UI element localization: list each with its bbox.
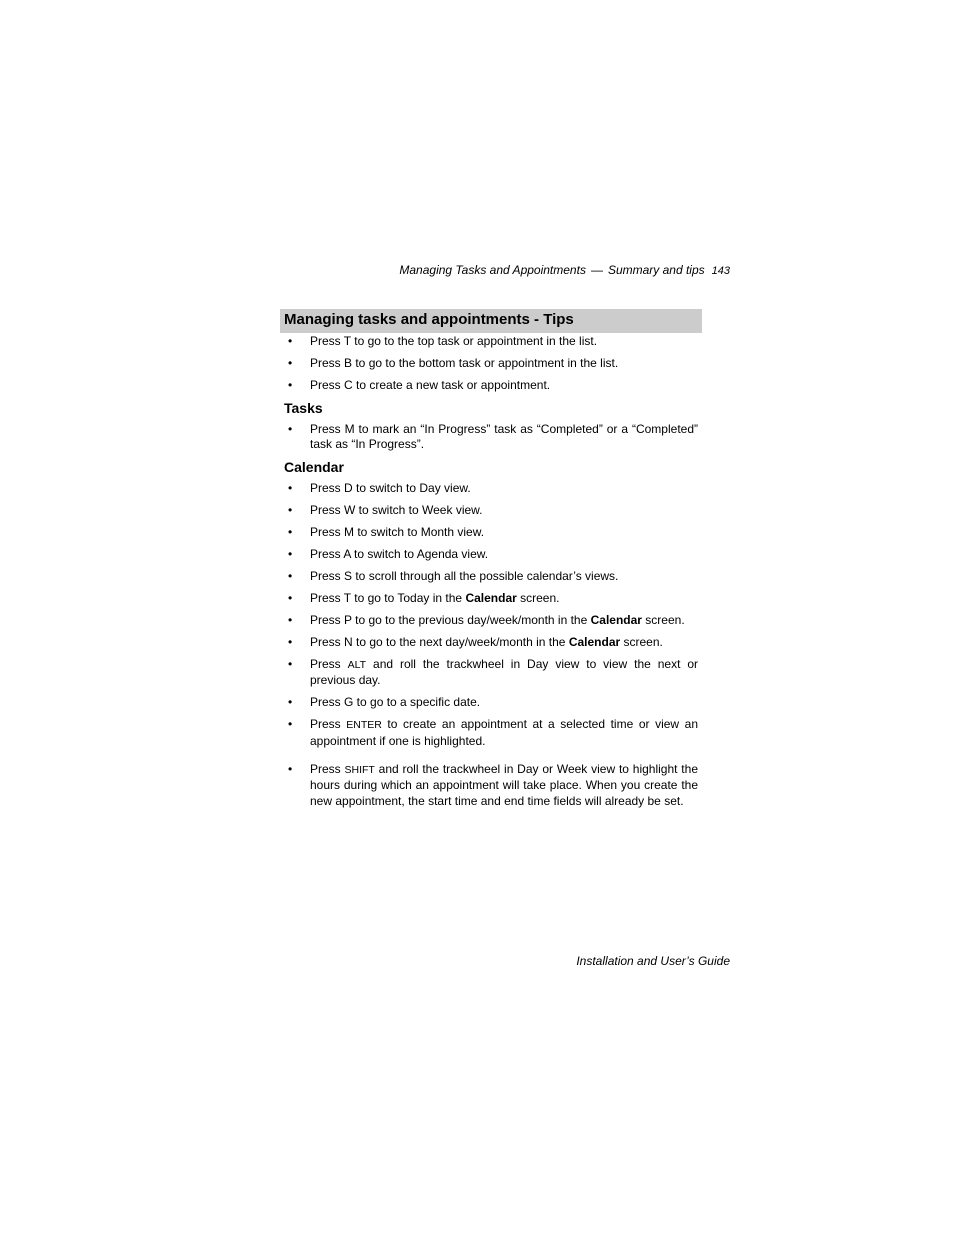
list-item: • Press W to switch to Week view. <box>288 503 483 517</box>
list-item: • Press M to switch to Month view. <box>288 525 485 539</box>
key-name: ENTER <box>346 719 382 732</box>
general-tips <box>284 334 698 393</box>
bullet: • <box>288 378 293 392</box>
header-section: Summary and tips <box>607 263 705 277</box>
list-item: • Press A to switch to Agenda view. <box>288 547 489 561</box>
list-item: • Press G to go to a specific date. <box>288 695 481 710</box>
list-item: • Press D to switch to Day view. <box>288 481 471 495</box>
calendar-list <box>284 481 698 809</box>
bullet: • <box>288 635 293 649</box>
calendar-emphasis: Calendar <box>465 591 517 605</box>
tasks-heading: Tasks <box>284 400 323 416</box>
calendar-heading: Calendar <box>284 459 344 475</box>
key-name: ALT <box>347 659 367 671</box>
tasks-list <box>284 422 698 453</box>
bullet: • <box>288 695 293 710</box>
list-item: • Press T to go to Today in the Calendar screen. <box>288 591 560 605</box>
list-item: • Press P to go to the previous day/week/month in the Calendar screen. <box>288 613 685 627</box>
running-footer: Installation and User’s Guide <box>576 954 730 968</box>
list-item: • Press ALT and roll the trackwheel in Day view to view the next or previous day. <box>288 657 698 688</box>
list-item: • Press SHIFT and roll the trackwheel in Day or Week view to highlight the hours during which an appointment will take place. When you create the new appointment, the start time and end time fields will already be set. <box>288 761 698 808</box>
list-item: • Press M to mark an “In Progress” task as “Completed” or a “Completed” task as “In Progress”. <box>288 422 698 452</box>
key-name: SHIFT <box>344 763 375 776</box>
bullet: • <box>288 481 293 495</box>
bullet: • <box>288 657 293 671</box>
calendar-emphasis: Calendar <box>568 635 621 649</box>
bullet: • <box>288 717 293 732</box>
list-item: • Press S to scroll through all the possible calendar’s views. <box>288 569 619 583</box>
list-item: • Press C to create a new task or appointment. <box>288 378 551 392</box>
list-item: • Press B to go to the bottom task or appointment in the list. <box>288 356 619 370</box>
bullet: • <box>288 356 293 370</box>
list-item: • Press T to go to the top task or appointment in the list. <box>288 334 598 348</box>
bullet: • <box>288 569 293 583</box>
list-item: • Press N to go to the next day/week/month in the Calendar screen. <box>288 635 663 649</box>
bullet: • <box>288 613 293 627</box>
bullet: • <box>288 761 293 776</box>
section-title: Managing tasks and appointments - Tips <box>280 309 702 333</box>
calendar-emphasis: Calendar <box>590 613 642 627</box>
header-separator: — <box>590 263 603 277</box>
bullet: • <box>288 334 293 348</box>
page-number: 143 <box>711 265 730 277</box>
bullet: • <box>288 503 293 517</box>
running-header <box>300 263 730 277</box>
header-chapter: Managing Tasks and Appointments <box>399 263 586 277</box>
bullet: • <box>288 422 293 436</box>
bullet: • <box>288 591 293 605</box>
bullet: • <box>288 547 293 561</box>
list-item: • Press ENTER to create an appointment at a selected time or view an appointment if one is highlighted. <box>288 717 698 748</box>
bullet: • <box>288 525 293 539</box>
